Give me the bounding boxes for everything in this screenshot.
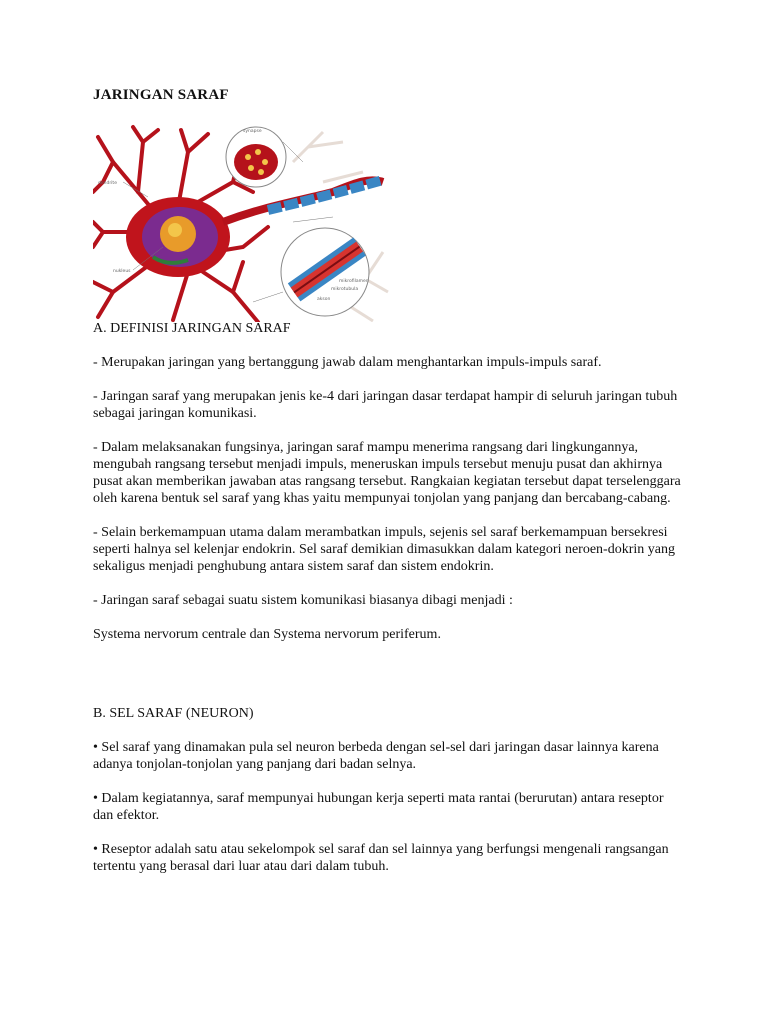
- label-microfilament: mikrofilamen: [339, 279, 369, 284]
- paragraph: Systema nervorum centrale dan Systema nervorum periferum.: [93, 627, 441, 642]
- section-b-heading: B. SEL SARAF (NEURON): [93, 706, 254, 721]
- bullet-paragraph: • Dalam kegiatannya, saraf mempunyai hubungan kerja seperti mata rantai (berurutan) antara reseptor dan efektor.: [93, 791, 664, 823]
- document-title: JARINGAN SARAF: [93, 87, 229, 103]
- paragraph: - Jaringan saraf sebagai suatu sistem komunikasi biasanya dibagi menjadi :: [93, 593, 513, 608]
- synapse-terminal: [234, 144, 278, 180]
- label-synapse: synapse: [243, 129, 262, 134]
- neuron-diagram: [93, 122, 389, 322]
- bullet-paragraph: • Sel saraf yang dinamakan pula sel neuron berbeda dengan sel-sel dari jaringan dasar lainnya karena adanya tonjolan-tonjolan yang panjang dari badan selnya.: [93, 740, 659, 772]
- paragraph: - Merupakan jaringan yang bertanggung jawab dalam menghantarkan impuls-impuls saraf.: [93, 355, 602, 370]
- paragraph: - Jaringan saraf yang merupakan jenis ke-4 dari jaringan dasar terdapat hampir di seluruh jaringan tubuh sebagai jaringan komunikasi.: [93, 389, 678, 421]
- section-a-heading: A. DEFINISI JARINGAN SARAF: [93, 321, 291, 336]
- label-axon: akson: [317, 297, 331, 302]
- label-dendrite: dendrite: [98, 181, 117, 186]
- label-nucleus: nukleus: [113, 269, 131, 274]
- nucleolus: [168, 223, 182, 237]
- document-body: [93, 320, 683, 892]
- paragraph: - Selain berkemampuan utama dalam merambatkan impuls, sejenis sel saraf berkemampuan bersekresi seperti halnya sel kelenjar endokrin. Sel saraf demikian dimasukkan dalam kategori neroen-dokrin yang sekaligus menjadi penghubung antara sistem saraf dan sistem endokrin.: [93, 525, 675, 574]
- paragraph: - Dalam melaksanakan fungsinya, jaringan saraf mampu menerima rangsang dari lingkungannya, mengubah rangsang tersebut menjadi impuls, meneruskan impuls tersebut menuju pusat dan akhirnya pusat akan memberikan jawaban atas rangsang tersebut. Rangkaian kegiatan tersebut dapat terselenggara oleh karena bentuk sel saraf yang khas yaitu mempunyai tonjolan yang panjang dan bercabang-cabang.: [93, 440, 681, 506]
- spacer: [93, 660, 683, 705]
- label-microtubule: mikrotubula: [331, 287, 359, 292]
- bullet-paragraph: • Reseptor adalah satu atau sekelompok sel saraf dan sel lainnya yang berfungsi mengenali rangsangan tertentu yang berasal dari luar atau dari dalam tubuh.: [93, 842, 669, 874]
